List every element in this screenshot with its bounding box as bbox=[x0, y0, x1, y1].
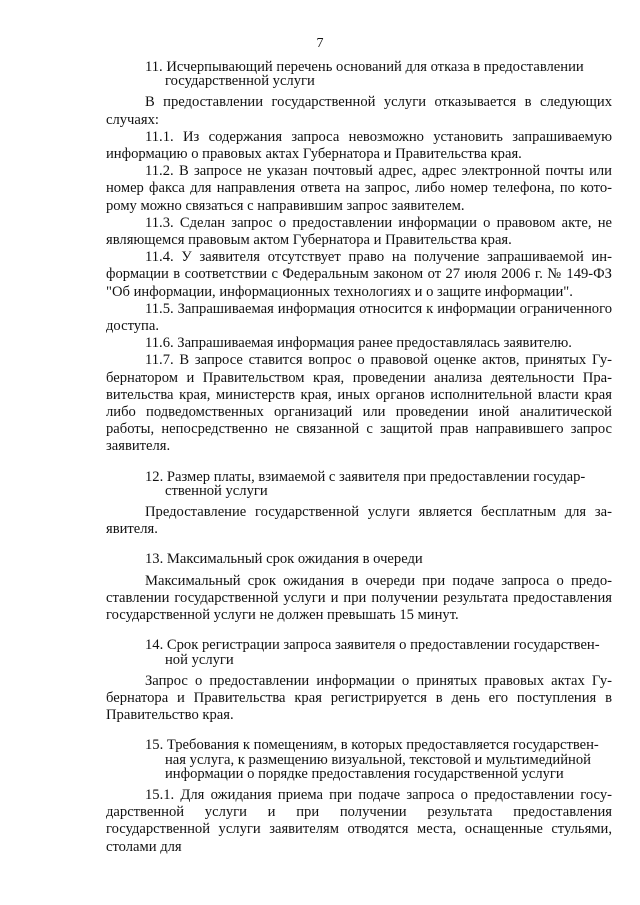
paragraph: 11.5. Запрашиваемая информация относится к информации ограниченного доступа. bbox=[106, 300, 612, 335]
paragraph: 11.7. В запросе ставится вопрос о правовой оценке актов, принятых Губернатором и Правительством края, проведении анализа деятельности Правительства края, министерств края, иных органов исполнительной власти края либо подведомственных организаций или проведении иной аналитической работы, непосредственно не связанной с защитой прав направившего запрос заявителя. bbox=[106, 352, 612, 455]
section-heading-14: 14. Срок регистрации запроса заявителя о предоставлении государствен- ной услуги bbox=[145, 637, 600, 668]
section-heading-13: 13. Максимальный срок ожидания в очереди bbox=[145, 551, 423, 568]
paragraph: 11.2. В запросе не указан почтовый адрес, адрес электронной почты или номер факса для направления ответа на запрос, либо номер телефона, по которому можно связаться с направившим запрос заявителем. bbox=[106, 163, 612, 214]
paragraph: 15.1. Для ожидания приема при подаче запроса о предоставлении государственной услуги и при получении результата предоставления государственной услуги заявителям отводятся места, оснащенные стульями, столами для bbox=[106, 786, 612, 855]
paragraph: Предоставление государственной услуги является бесплатным для заявителя. bbox=[106, 504, 612, 538]
paragraph: Максимальный срок ожидания в очереди при подаче запроса о предоставлении государственной услуги и при получении результата предоставления государственной услуги не должен превышать 15 минут. bbox=[106, 572, 612, 624]
paragraph: 11.6. Запрашиваемая информация ранее предоставлялась заявителю. bbox=[145, 335, 572, 352]
paragraph: 11.3. Сделан запрос о предоставлении информации о правовом акте, не являющемся правовым актом Губернатора и Правительства края. bbox=[106, 214, 612, 249]
paragraph: Запрос о предоставлении информации о принятых правовых актах Губернатора и Правительства края регистрируется в день его поступления в Правительство края. bbox=[106, 672, 612, 724]
section-heading-15: 15. Требования к помещениям, в которых предоставляется государствен- ная услуга, к размещению визуальной, текстовой и мультимедийной информации о порядке предоставления государственной услуги bbox=[145, 737, 599, 782]
page-number: 7 bbox=[316, 36, 324, 51]
section-heading-11: 11. Исчерпывающий перечень оснований для отказа в предоставлении государственной услуги bbox=[145, 59, 584, 90]
paragraph: В предоставлении государственной услуги отказывается в следующих случаях: bbox=[106, 94, 612, 128]
paragraph: 11.1. Из содержания запроса невозможно установить запрашиваемую информацию о правовых актах Губернатора и Правительства края. bbox=[106, 128, 612, 163]
paragraph: 11.4. У заявителя отсутствует право на получение запрашиваемой информации в соответствии с Федеральным законом от 27 июля 2006 г. № 149-ФЗ "Об информации, информационных технологиях и о защите информации". bbox=[106, 249, 612, 300]
section-heading-12: 12. Размер платы, взимаемой с заявителя при предоставлении государ- ственной услуги bbox=[145, 468, 586, 499]
document-body bbox=[106, 60, 612, 856]
